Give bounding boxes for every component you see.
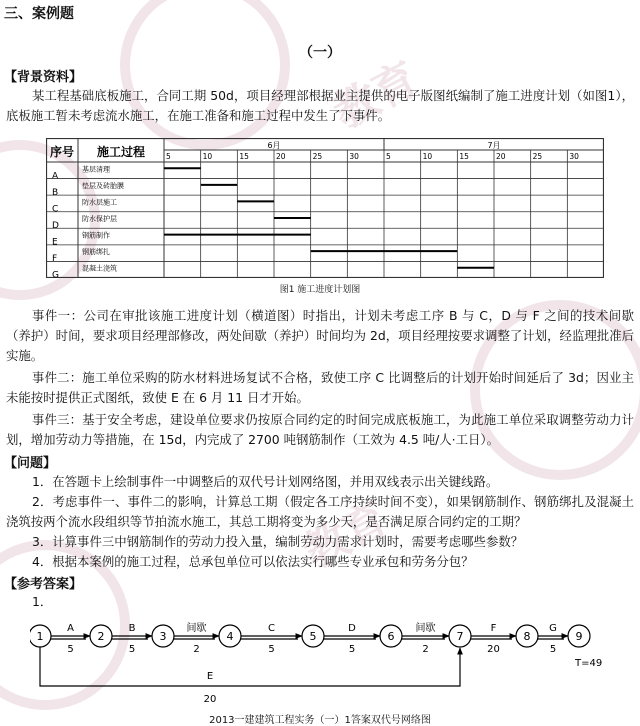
network-node-label: 7 xyxy=(456,630,464,643)
gantt-day-tick: 30 xyxy=(569,152,579,161)
network-arrow-duration: 5 xyxy=(128,644,136,655)
event-2: 事件二：施工单位采购的防水材料进场复试不合格，致使工序 C 比调整后的计划开始时间延后了 3d；因业主未能按时提供正式图纸，致使 E 在 6 月 11 日才开始。 xyxy=(6,370,634,405)
gantt-day-tick: 10 xyxy=(422,152,433,161)
gantt-day-tick: 15 xyxy=(459,152,469,161)
network-arrow-duration: 5 xyxy=(67,644,74,655)
gantt-row-seq: G xyxy=(52,270,59,278)
gantt-row-name: 混凝土浇筑 xyxy=(82,264,117,273)
network-node-label: 4 xyxy=(226,630,234,643)
question-2: 2．考虑事件一、事件二的影响，计算总工期（假定各工序持续时间不变），如果钢筋制作、钢筋绑扎及混凝土浇筑按两个流水段组织等节拍流水施工，其总工期将变为多少天，是否满足原合同约定的工期？ xyxy=(6,494,634,529)
network-node-label: 8 xyxy=(523,630,531,643)
gantt-row-name: 基层清理 xyxy=(82,165,110,174)
gantt-month-label: 7月 xyxy=(487,141,501,150)
event-3: 事件三：基于安全考虑，建设单位要求仍按原合同约定的时间完成底板施工，为此施工单位采取调整劳动力计划，增加劳动力等措施，在 15d，内完成了 2700 吨钢筋制作（工效为 4.5 吨/人·工日）。 xyxy=(6,412,634,447)
network-node-label: 3 xyxy=(159,630,167,643)
gantt-day-tick: 25 xyxy=(312,152,323,161)
gantt-day-tick: 5 xyxy=(386,152,391,161)
section-title: 三、案例题 xyxy=(4,6,74,22)
network-arrow-duration: 5 xyxy=(348,644,356,655)
network-node-label: 1 xyxy=(36,630,44,643)
background-heading: 【背景资料】 xyxy=(4,70,83,85)
gantt-chart xyxy=(46,138,604,278)
network-arrow-duration: 5 xyxy=(549,644,557,655)
gantt-header-process: 施工过程 xyxy=(96,145,146,159)
network-arrow-duration: 5 xyxy=(268,644,275,655)
gantt-frame xyxy=(47,139,604,278)
network-node-label: 9 xyxy=(575,630,583,643)
network-arrow-label: A xyxy=(67,623,74,634)
network-arrow-duration: 20 xyxy=(203,694,217,705)
network-node-label: 2 xyxy=(97,630,105,643)
network-arrow-label: E xyxy=(206,671,214,682)
question-3: 3．计算事件三中钢筋制作的劳动力投入量，编制劳动力需求计划时，需要考虑哪些参数？ xyxy=(32,534,524,549)
questions-heading: 【问题】 xyxy=(4,456,57,471)
network-node-label: 5 xyxy=(309,630,317,643)
network-arrow-label: C xyxy=(268,623,275,634)
network-node-label: 6 xyxy=(387,630,395,643)
gantt-row-seq: B xyxy=(52,187,59,198)
gantt-caption: 图1 施工进度计划图 xyxy=(279,285,361,295)
watermark-text: 教育 xyxy=(325,52,427,140)
network-arrow-label: 间歇 xyxy=(186,623,207,634)
network-arrow-duration: 20 xyxy=(487,644,500,655)
question-1: 1．在答题卡上绘制事件一中调整后的双代号计划网络图，并用双线表示出关键线路。 xyxy=(32,474,499,489)
network-arrow-label: 间歇 xyxy=(415,623,436,634)
watermark-text: 教育 xyxy=(295,492,397,580)
gantt-row-name: 垫层及砖胎膜 xyxy=(82,181,124,190)
gantt-day-tick: 20 xyxy=(276,152,286,161)
gantt-day-tick: 20 xyxy=(496,152,506,161)
gantt-day-tick: 30 xyxy=(349,152,359,161)
gantt-row-name: 钢筋绑扎 xyxy=(82,248,110,257)
gantt-row-name: 钢筋制作 xyxy=(82,231,110,240)
gantt-day-tick: 5 xyxy=(166,152,171,161)
gantt-row-seq: E xyxy=(52,237,58,248)
gantt-row-seq: F xyxy=(52,254,58,265)
network-caption: 2013一建建筑工程实务（一）1答案双代号网络图 xyxy=(209,715,431,726)
network-diagram xyxy=(30,606,630,708)
event-1: 事件一：公司在审批该施工进度计划（横道图）时指出，计划未考虑工序 B 与 C，D 与 F 之间的技术间歇（养护）时间，要求项目经理部修改，两处间歇（养护）时间均为 2d，项目经理按要求调整了计划，经监理批准后实施。 xyxy=(6,308,634,363)
network-arrow-label: G xyxy=(549,623,557,634)
network-arrow-duration: 2 xyxy=(422,644,429,655)
gantt-day-tick: 15 xyxy=(239,152,249,161)
question-4: 4．根据本案例的施工过程，总承包单位可以依法实行哪些专业承包和劳务分包？ xyxy=(32,554,474,569)
network-arrow-label: D xyxy=(348,623,356,634)
gantt-row-name: 防水层施工 xyxy=(82,198,117,207)
network-total: T=49 xyxy=(575,658,603,669)
network-arrow-duration: 2 xyxy=(193,644,200,655)
watermark-seal xyxy=(120,0,290,150)
background-text: 某工程基础底板施工，合同工期 50d，项目经理部根据业主提供的电子版图纸编制了施工进度计划（如图1），底板施工暂未考虑流水施工，在施工准备和施工过程中发生了下事件。 xyxy=(6,88,634,123)
gantt-row-seq: A xyxy=(52,171,59,182)
gantt-day-tick: 10 xyxy=(202,152,213,161)
gantt-row-seq: C xyxy=(52,204,59,215)
gantt-month-label: 6月 xyxy=(267,141,281,150)
case-number: （一） xyxy=(299,45,341,61)
gantt-row-seq: D xyxy=(52,221,59,231)
network-arrow-label: B xyxy=(128,623,136,634)
gantt-row-name: 防水保护层 xyxy=(82,215,117,223)
network-arrow-e xyxy=(40,647,460,686)
gantt-day-tick: 25 xyxy=(532,152,543,161)
network-arrow-label: F xyxy=(490,623,497,634)
answer-1-label: 1． xyxy=(32,594,53,609)
answers-heading: 【参考答案】 xyxy=(4,577,83,592)
gantt-header-seq: 序号 xyxy=(49,145,75,159)
